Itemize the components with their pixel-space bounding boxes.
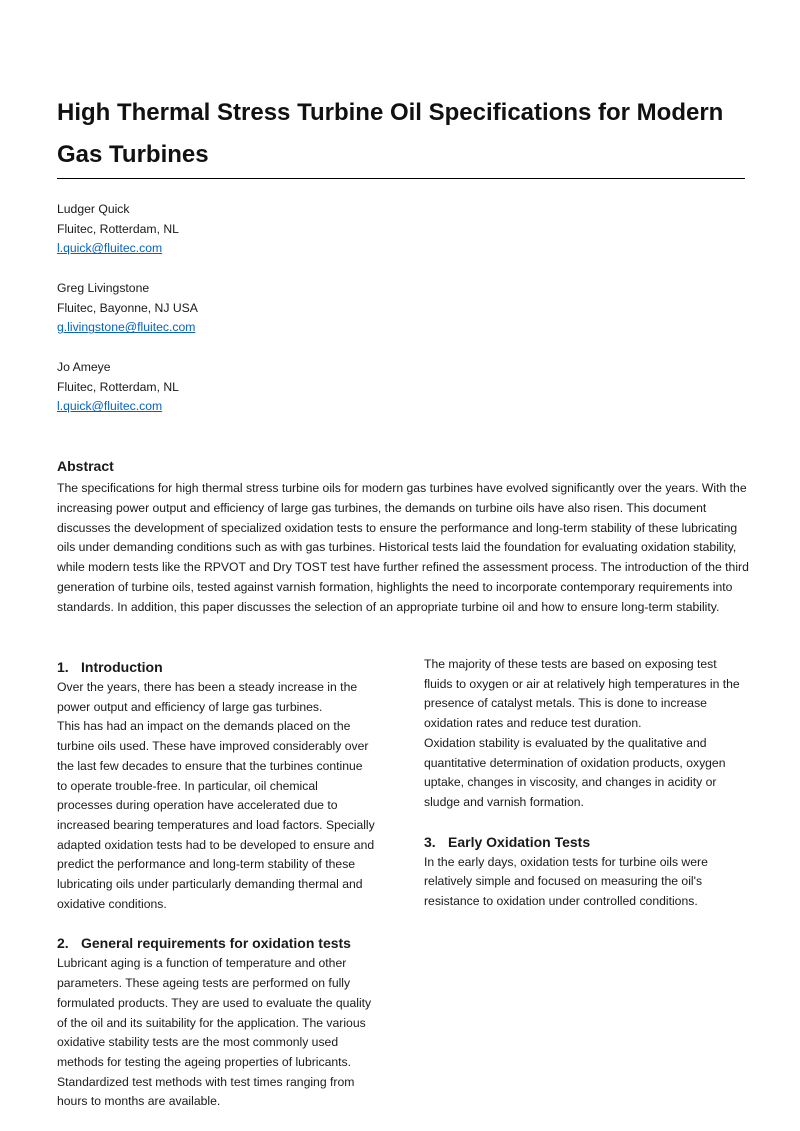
section-title: General requirements for oxidation tests [81,935,351,952]
section-number: 2. [57,935,69,952]
paper-title: High Thermal Stress Turbine Oil Specifications for Modern Gas Turbines [57,99,724,168]
intro-paragraph-1: Over the years, there has been a steady increase in the power output and efficiency of large gas turbines. [57,680,358,714]
author-block [57,279,457,338]
abstract-heading: Abstract [57,458,114,474]
general-paragraph-1: Lubricant aging is a function of temperature and other parameters. These ageing tests are performed on fully formulated products. They are used to evaluate the quality of the oil and its suitability for the application. The various oxidative stability tests are the most commonly used methods for testing the ageing properties of lubricants. Standardized test methods with test times ranging from hours to months are available. [57,956,372,1109]
section-number: 3. [424,833,436,850]
author-email-link[interactable]: g.livingstone@fluitec.com [57,320,196,335]
author-email-link[interactable]: l.quick@fluitec.com [57,241,163,256]
author-name: Jo Ameye [57,360,111,374]
general-paragraph-2: The majority of these tests are based on exposing test fluids to oxygen or air at relatively high temperatures in the presence of catalyst metals. This is done to increase oxidation rates and reduce test duration. [424,657,740,731]
section-heading-early-oxidation-tests [424,831,742,853]
author-affiliation: Fluitec, Rotterdam, NL [57,221,179,236]
section-title: Introduction [81,659,163,675]
right-column [424,655,742,912]
section-title: Early Oxidation Tests [448,833,591,850]
title-divider [57,178,745,179]
author-affiliation: Fluitec, Rotterdam, NL [57,379,179,394]
section-heading-general-requirements [57,932,375,954]
section-heading-introduction [57,656,375,678]
author-name: Greg Livingstone [57,281,150,295]
general-paragraph-3: Oxidation stability is evaluated by the qualitative and quantitative determination of oxidation products, oxygen uptake, changes in viscosity, and changes in acidity or sludge and varnish formation. [424,735,726,809]
section-number: 1. [57,659,69,675]
abstract-text: The specifications for high thermal stress turbine oils for modern gas turbines have evolved significantly over the years. With the increasing power output and efficiency of large gas turbines, the demands on turbine oils have also risen. This document discusses the development of specialized oxidation tests to ensure the performance and long-term stability of these lubricating oils under demanding conditions such as with gas turbines. Historical tests laid the foundation for evaluating oxidation stability, while modern tests like the RPVOT and Dry TOST test have further refined the assessment process. The introduction of the third generation of turbine oils, tested against varnish formation, highlights the need to incorporate contemporary requirements into standards. In addition, this paper discusses the selection of an appropriate turbine oil and how to ensure long-term stability. [57,481,749,614]
author-name: Ludger Quick [57,202,130,216]
author-block [57,358,457,417]
intro-paragraph-2: This has had an impact on the demands placed on the turbine oils used. These have improved considerably over the last few decades to ensure that the turbines continue to operate trouble-free. In particular, oil chemical processes during operation have accelerated due to increased bearing temperatures and load factors. Specially adapted oxidation tests had to be developed to ensure and predict the performance and long-term stability of these lubricating oils under particularly demanding thermal and oxidative conditions. [57,719,375,911]
author-block [57,200,457,259]
left-column [57,656,375,1112]
author-affiliation: Fluitec, Bayonne, NJ USA [57,300,198,315]
early-paragraph-1: In the early days, oxidation tests for turbine oils were relatively simple and focused on measuring the oil's resistance to oxidation under controlled conditions. [424,854,708,909]
author-list [57,200,457,437]
author-email-link[interactable]: l.quick@fluitec.com [57,399,163,414]
